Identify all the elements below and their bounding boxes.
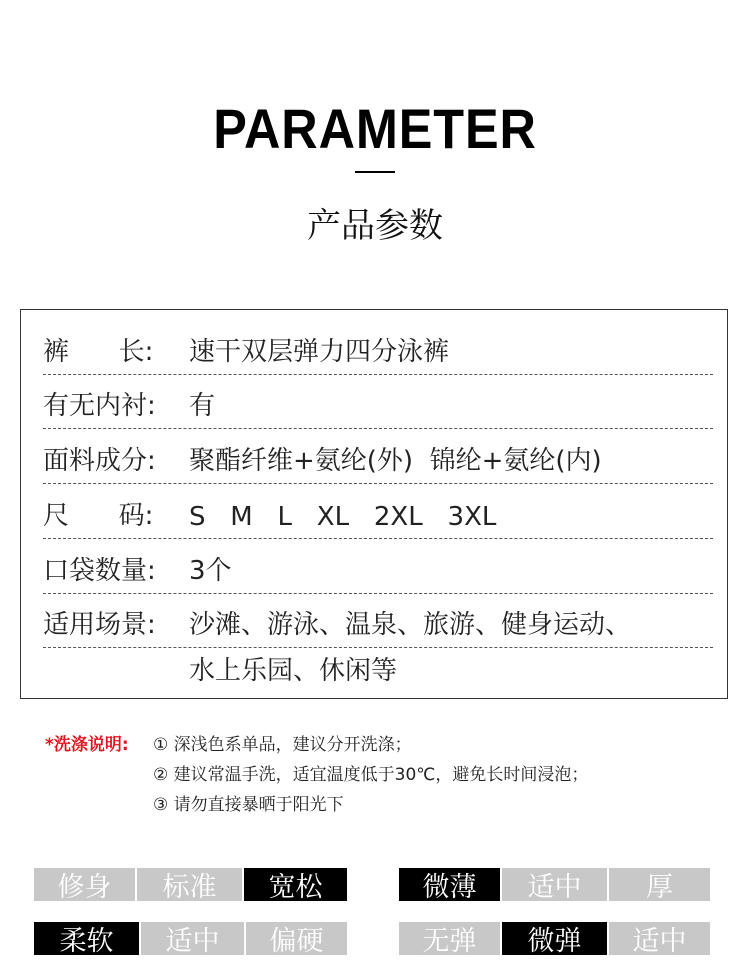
param-label: 口袋数量: [43, 556, 156, 586]
param-label: 尺 码: [43, 501, 154, 531]
param-value: 3个 [189, 556, 232, 586]
param-row-lining [43, 374, 713, 429]
fit-option: 修身 [34, 868, 135, 901]
softness-option: 柔软 [34, 922, 139, 955]
care-line: ② 建议常温手洗，适宜温度低于30℃，避免长时间浸泡； [153, 765, 589, 785]
title-divider [355, 171, 395, 173]
param-value: 速干双层弹力四分泳裤 [189, 337, 450, 367]
stretch-option: 适中 [609, 922, 710, 955]
softness-option: 偏硬 [246, 922, 347, 955]
param-value-continued: 水上乐园、休闲等 [189, 656, 398, 686]
param-value: 聚酯纤维+氨纶(外) 锦纶+氨纶(内) [189, 446, 602, 476]
parameter-table [20, 309, 728, 699]
care-line: ① 深浅色系单品，建议分开洗涤； [153, 735, 412, 755]
param-label: 面料成分: [43, 446, 156, 476]
param-row-material [43, 429, 713, 484]
param-label: 适用场景: [43, 610, 156, 640]
fit-scale [34, 868, 347, 901]
param-row-scenarios [43, 593, 713, 648]
page-title: PARAMETER [213, 97, 537, 160]
param-row-pockets [43, 539, 713, 594]
param-label: 裤 长: [43, 337, 154, 367]
softness-option: 适中 [141, 922, 244, 955]
fit-option: 标准 [137, 868, 242, 901]
fit-option: 宽松 [244, 868, 347, 901]
thickness-option: 微薄 [399, 868, 500, 901]
param-value: S M L XL 2XL 3XL [189, 502, 497, 532]
stretch-option: 无弹 [399, 922, 500, 955]
page-subtitle: 产品参数 [307, 206, 443, 246]
softness-scale [34, 922, 347, 955]
care-label: *洗涤说明: [45, 735, 129, 755]
thickness-scale [399, 868, 710, 901]
stretch-scale [399, 922, 710, 955]
care-line: ③ 请勿直接暴晒于阳光下 [153, 795, 344, 815]
stretch-option: 微弹 [502, 922, 607, 955]
thickness-option: 适中 [502, 868, 607, 901]
param-value: 沙滩、游泳、温泉、旅游、健身运动、 [189, 610, 632, 640]
param-row-length [43, 320, 713, 375]
param-value: 有 [189, 391, 216, 421]
param-row-size [43, 484, 713, 539]
param-label: 有无内衬: [43, 391, 156, 421]
thickness-option: 厚 [609, 868, 710, 901]
